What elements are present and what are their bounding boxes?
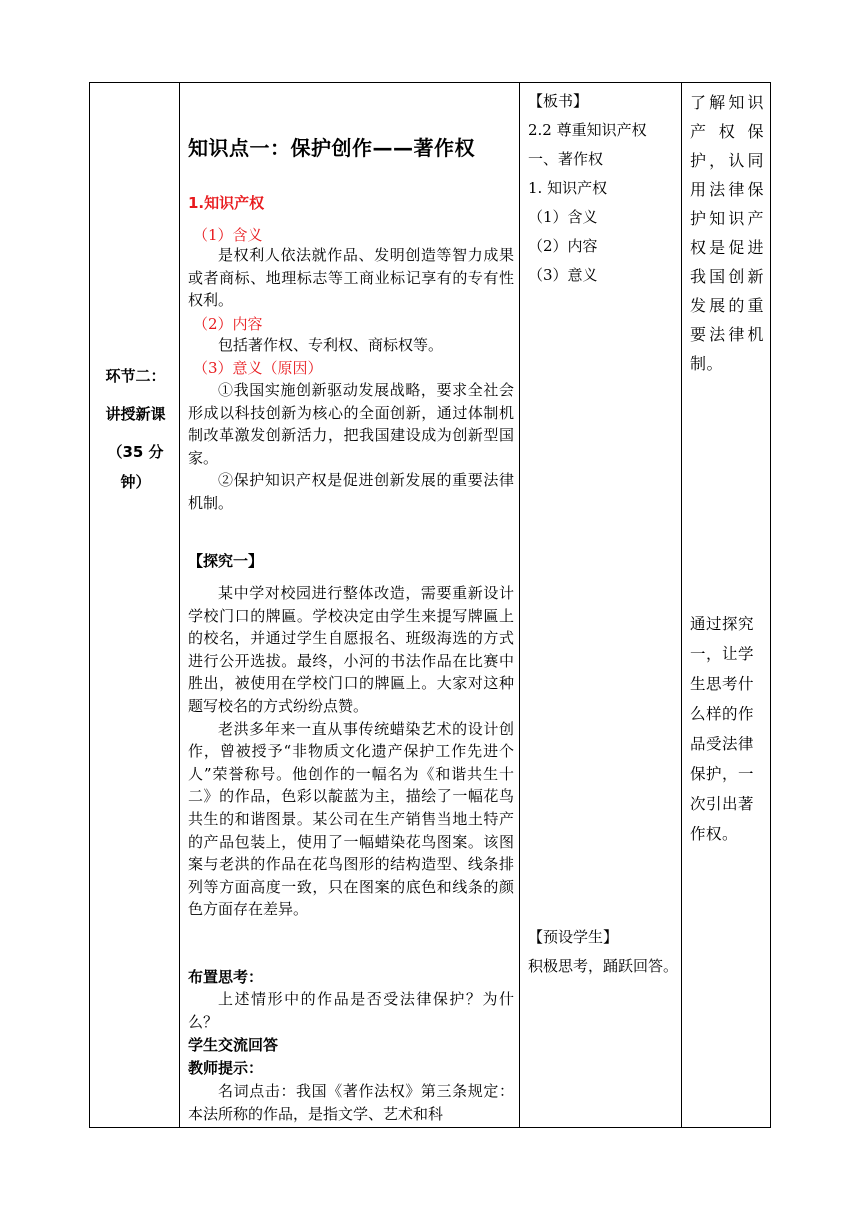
assignment-text — [188, 988, 514, 1033]
stage-line: 讲授新课 — [105, 405, 166, 423]
content-text — [188, 334, 514, 357]
board-item: 1. 知识产权 — [528, 179, 608, 197]
board-item: （3）意义 — [528, 266, 598, 284]
explore-text — [188, 582, 514, 921]
sub-heading: （2）内容 — [193, 315, 263, 333]
paragraph: 是权利人依法就作品、发明创造等智力成果或者商标、地理标志等工商业标记享有的专有性权利。 — [188, 246, 514, 310]
paragraph: 上述情形中的作品是否受法律保护？为什么？ — [188, 990, 514, 1031]
significance-text — [188, 379, 514, 515]
sub-heading: （3）意义（原因） — [193, 359, 323, 377]
teacher-heading: 教师提示： — [188, 1059, 264, 1077]
explore-heading: 【探究一】 — [188, 552, 264, 570]
paragraph: 名词点击：我国《著作法权》第三条规定：本法所称的作品，是指文学、艺术和科 — [188, 1082, 514, 1123]
board-item: （1）含义 — [528, 208, 598, 226]
board-item: （2）内容 — [528, 237, 598, 255]
board-item: 2.2 尊重知识产权 — [528, 121, 647, 139]
board-item: 一、著作权 — [528, 150, 604, 168]
stage-line: 环节二： — [105, 367, 166, 385]
paragraph: ②保护知识产权是促进创新发展的重要法律机制。 — [188, 471, 514, 512]
sub-heading: （1）含义 — [193, 226, 263, 244]
section-heading: 1.知识产权 — [188, 194, 265, 212]
stage-column — [89, 82, 180, 1128]
assignment-heading: 布置思考： — [188, 968, 264, 986]
paragraph: ①我国实施创新驱动发展战略，要求全社会形成以科技创新为核心的全面创新，通过体制机制改革激发创新活力，把我国建设成为创新型国家。 — [188, 381, 514, 467]
preset-text: 积极思考，踊跃回答。 — [528, 957, 679, 975]
teacher-text — [188, 1080, 514, 1125]
definition-text — [188, 244, 514, 312]
paragraph: 某中学对校园进行整体改造，需要重新设计学校门口的牌匾。学校决定由学生来提写牌匾上的校名，并通过学生自愿报名、班级海选的方式进行公开选拔。最终，小河的书法作品在比赛中胜出，被使用在学校门口的牌匾上。大家对这种题写校名的方式纷纷点赞。 — [188, 584, 514, 715]
stage-duration: 钟） — [120, 473, 151, 491]
student-heading: 学生交流回答 — [188, 1036, 279, 1054]
stage-label — [90, 365, 181, 493]
design-intent-1: 了解知识产权保护，认同用法律保护知识产权是促进我国创新发展的重要法律机制。 — [690, 93, 764, 373]
knowledge-point-title: 知识点一：保护创作——著作权 — [188, 136, 475, 160]
board-heading: 【板书】 — [528, 92, 589, 110]
stage-duration: （35 分 — [107, 443, 164, 461]
paragraph: 包括著作权、专利权、商标权等。 — [218, 336, 444, 354]
board-notes — [528, 87, 678, 290]
design-intent-2: 通过探究一，让学生思考什么样的作品受法律保护，一次引出著作权。 — [690, 615, 755, 843]
preset-notes — [528, 923, 678, 981]
paragraph: 老洪多年来一直从事传统蜡染艺术的设计创作，曾被授予“非物质文化遗产保护工作先进个人”荣誉称号。他创作的一幅名为《和谐共生十二》的作品，色彩以靛蓝为主，描绘了一幅花鸟共生的和谐图景。某公司在生产销售当地土特产的产品包装上，使用了一幅蜡染花鸟图案。该图案与老洪的作品在花鸟图形的结构造型、线条排列等方面高度一致，只在图案的底色和线条的颜色方面存在差异。 — [188, 719, 514, 919]
preset-heading: 【预设学生】 — [528, 928, 619, 946]
